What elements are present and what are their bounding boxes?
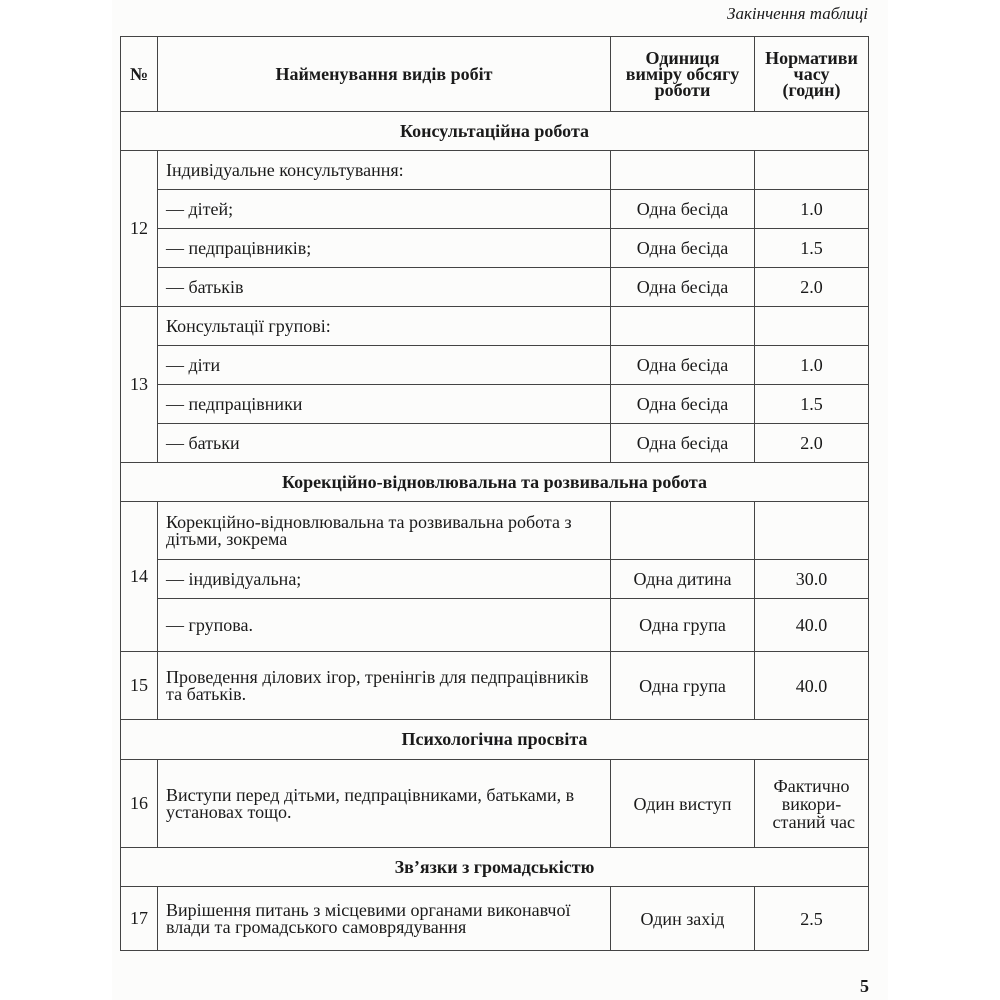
norm-cell: 40.0 — [755, 652, 869, 720]
norm-cell: Фактично викори- станий час — [755, 760, 869, 848]
table-row — [121, 190, 869, 229]
item-number: 17 — [121, 887, 158, 951]
item-number: 15 — [121, 652, 158, 720]
unit-cell: Одна бесіда — [611, 229, 755, 268]
section-title: Зв’язки з громадськістю — [121, 848, 869, 887]
unit-cell — [611, 307, 755, 346]
table-row — [121, 599, 869, 652]
unit-cell: Одна дитина — [611, 560, 755, 599]
norm-cell — [755, 151, 869, 190]
norm-cell: 1.0 — [755, 346, 869, 385]
work-name: Виступи перед дітьми, педпрацівниками, батьками, в установах тощо. — [158, 760, 611, 848]
section-row — [121, 112, 869, 151]
unit-cell: Одна бесіда — [611, 424, 755, 463]
norm-cell: 2.5 — [755, 887, 869, 951]
table-header-row — [121, 37, 869, 112]
item-number: 13 — [121, 307, 158, 463]
section-row — [121, 463, 869, 502]
unit-cell: Одна бесіда — [611, 268, 755, 307]
unit-cell: Одна бесіда — [611, 385, 755, 424]
section-row — [121, 720, 869, 760]
work-name: — індивідуальна; — [158, 560, 611, 599]
norm-cell: 1.5 — [755, 229, 869, 268]
work-name: — педпрацівники — [158, 385, 611, 424]
work-name: Проведення ділових ігор, тренінгів для педпрацівників та батьків. — [158, 652, 611, 720]
item-number: 12 — [121, 151, 158, 307]
table-row — [121, 229, 869, 268]
item-number: 14 — [121, 502, 158, 652]
norm-cell: 1.5 — [755, 385, 869, 424]
norm-cell — [755, 307, 869, 346]
work-name: Індивідуальне консультування: — [158, 151, 611, 190]
header-unit: Одиниця виміру обсягу роботи — [611, 37, 755, 112]
norm-cell: 2.0 — [755, 268, 869, 307]
work-name: Корекційно-відновлювальна та розвивальна робота з дітьми, зокрема — [158, 502, 611, 560]
unit-cell — [611, 502, 755, 560]
table-row — [121, 346, 869, 385]
section-title: Консультаційна робота — [121, 112, 869, 151]
unit-cell: Одна група — [611, 652, 755, 720]
table-row — [121, 560, 869, 599]
table-row — [121, 385, 869, 424]
work-name: — дітей; — [158, 190, 611, 229]
norm-cell: 30.0 — [755, 560, 869, 599]
unit-cell — [611, 151, 755, 190]
norms-table — [120, 36, 869, 951]
table-row — [121, 424, 869, 463]
work-name: Консультації групові: — [158, 307, 611, 346]
norm-cell: 2.0 — [755, 424, 869, 463]
table-row — [121, 268, 869, 307]
norm-cell: 40.0 — [755, 599, 869, 652]
table-row — [121, 307, 869, 346]
norm-cell: 1.0 — [755, 190, 869, 229]
work-name: — діти — [158, 346, 611, 385]
header-num: № — [121, 37, 158, 112]
header-name: Найменування видів робіт — [158, 37, 611, 112]
work-name: — педпрацівників; — [158, 229, 611, 268]
header-norm: Нормативи часу (годин) — [755, 37, 869, 112]
page-number: 5 — [860, 976, 869, 996]
work-name: Вирішення питань з місцевими органами виконавчої влади та громадського самоврядування — [158, 887, 611, 951]
section-row — [121, 848, 869, 887]
unit-cell: Одна бесіда — [611, 346, 755, 385]
unit-cell: Один виступ — [611, 760, 755, 848]
work-name: — групова. — [158, 599, 611, 652]
table-row — [121, 652, 869, 720]
section-title: Психологічна просвіта — [121, 720, 869, 760]
work-name: — батьків — [158, 268, 611, 307]
unit-cell: Один захід — [611, 887, 755, 951]
norm-cell — [755, 502, 869, 560]
table-row — [121, 887, 869, 951]
unit-cell: Одна група — [611, 599, 755, 652]
item-number: 16 — [121, 760, 158, 848]
table-row — [121, 151, 869, 190]
section-title: Корекційно-відновлювальна та розвивальна робота — [121, 463, 869, 502]
work-name: — батьки — [158, 424, 611, 463]
table-row — [121, 502, 869, 560]
continued-label: Закінчення таблиці — [727, 4, 868, 23]
table-row — [121, 760, 869, 848]
unit-cell: Одна бесіда — [611, 190, 755, 229]
